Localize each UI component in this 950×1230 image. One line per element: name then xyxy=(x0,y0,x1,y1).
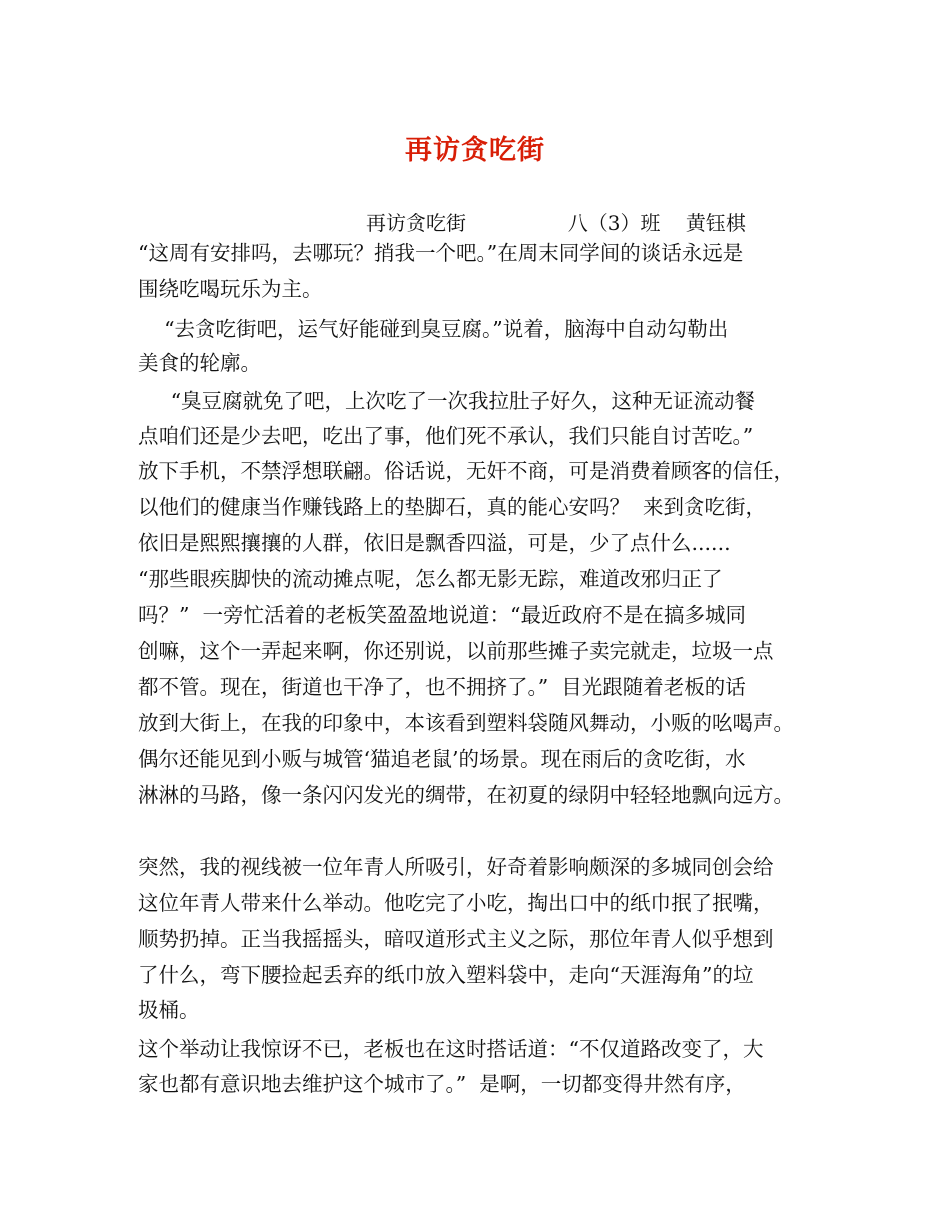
body-line: 创嘛，这个一弄起来啊，你还别说，以前那些摊子卖完就走，垃圾一点 xyxy=(138,639,774,663)
body-line: 放到大街上，在我的印象中，本该看到塑料袋随风舞动，小贩的吆喝声。 xyxy=(138,711,794,735)
body-line: 淋淋的马路，像一条闪闪发光的绸带，在初夏的绿阴中轻轻地飘向远方。 xyxy=(138,783,794,807)
body-line: 美食的轮廓。 xyxy=(138,351,261,375)
byline-essay-title: 再访贪吃街 xyxy=(366,211,466,235)
body-line: 突然，我的视线被一位年青人所吸引，好奇着影响颇深的多城同创会给 xyxy=(138,855,774,879)
body-line: 放下手机，不禁浮想联翩。俗话说，无奸不商，可是消费着顾客的信任， xyxy=(138,459,794,483)
body-line: 依旧是熙熙攘攘的人群，依旧是飘香四溢，可是，少了点什么...... xyxy=(138,531,731,555)
body-line: 这位年青人带来什么举动。他吃完了小吃，掏出口中的纸巾抿了抿嘴， xyxy=(138,891,774,915)
body-line: “去贪吃街吧，运气好能碰到臭豆腐。”说着，脑海中自动勾勒出 xyxy=(138,317,729,341)
body-line: 吗？” 一旁忙活着的老板笑盈盈地说道：“最近政府不是在搞多城同 xyxy=(138,603,746,627)
document-title: 再访贪吃街 xyxy=(405,135,545,166)
byline xyxy=(366,207,746,236)
body-line: 了什么，弯下腰捡起丢弃的纸巾放入塑料袋中，走向“天涯海角”的垃 xyxy=(138,963,754,987)
body-line: 以他们的健康当作赚钱路上的垫脚石，真的能心安吗？ 来到贪吃街， xyxy=(138,495,767,519)
body-line: 点咱们还是少去吧，吃出了事，他们死不承认，我们只能自讨苦吃。” xyxy=(138,424,754,448)
body-line: “那些眼疾脚快的流动摊点呢，怎么都无影无踪，难道改邪归正了 xyxy=(138,567,723,591)
body-line: 家也都有意识地去维护这个城市了。” 是啊，一切都变得井然有序， xyxy=(138,1072,746,1096)
body-line: 这个举动让我惊讶不已，老板也在这时搭话道：“不仅道路改变了，大 xyxy=(138,1037,764,1061)
body-line: “这周有安排吗，去哪玩？捎我一个吧。”在周末同学间的谈话永远是 xyxy=(138,241,744,265)
body-line: 顺势扔掉。正当我摇摇头，暗叹道形式主义之际，那位年青人似乎想到 xyxy=(138,927,774,951)
byline-class: 八（3）班 xyxy=(567,211,661,235)
body-line: 围绕吃喝玩乐为主。 xyxy=(138,277,323,301)
byline-author: 黄钰棋 xyxy=(685,211,746,235)
body-line: 圾桶。 xyxy=(138,998,200,1022)
body-line: 偶尔还能见到小贩与城管‘猫追老鼠’的场景。现在雨后的贪吃街，水 xyxy=(138,747,746,771)
body-line: 都不管。现在，街道也干净了，也不拥挤了。” 目光跟随着老板的话 xyxy=(138,675,746,699)
body-line: “臭豆腐就免了吧，上次吃了一次我拉肚子好久，这种无证流动餐 xyxy=(138,389,756,413)
